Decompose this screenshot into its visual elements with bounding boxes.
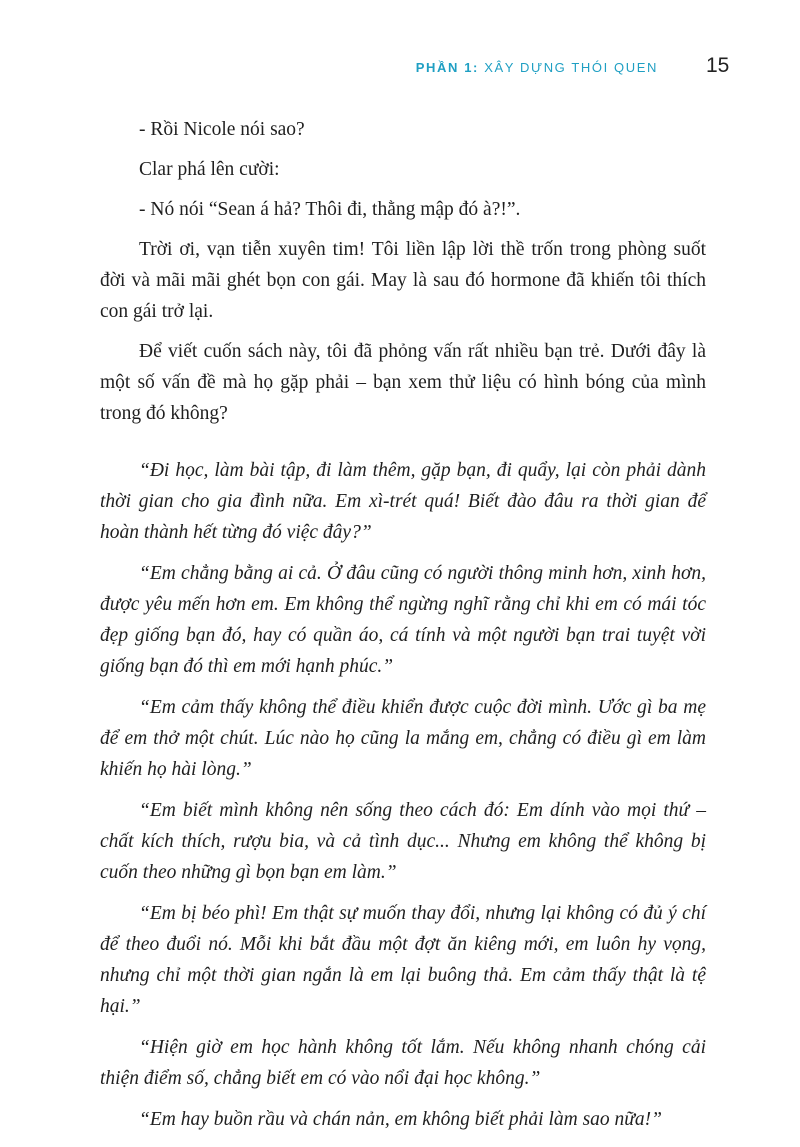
part-label: PHẦN 1:	[415, 60, 479, 75]
quote-paragraph: “Em hay buồn rầu và chán nản, em không biết phải làm sao nữa!”	[139, 1109, 663, 1130]
chapter-heading	[416, 60, 658, 75]
quote-paragraph: “Em chẳng bằng ai cả. Ở đâu cũng có người thông minh hơn, xinh hơn, được yêu mến hơn em. Em không thể ngừng nghĩ rằng chỉ khi em có mái tóc đẹp giống bạn đó, hay có quần áo, cá tính và một người bạn trai tuyệt vời giống bạn đó thì em mới hạnh phúc.”	[100, 563, 706, 677]
section-spacer	[100, 429, 706, 455]
dialogue-line: - Rồi Nicole nói sao?	[139, 119, 305, 140]
quote-paragraph: “Đi học, làm bài tập, đi làm thêm, gặp bạn, đi quẩy, lại còn phải dành thời gian cho gia đình nữa. Em xì-trét quá! Biết đào đâu ra thời gian để hoàn thành hết từng đó việc đây?”	[100, 460, 706, 543]
quote-paragraph: “Em bị béo phì! Em thật sự muốn thay đổi, nhưng lại không có đủ ý chí để theo đuổi nó. Mỗi khi bắt đầu một đợt ăn kiêng mới, em luôn hy vọng, nhưng chỉ một thời gian ngắn là em lại buông thả. Em cảm thấy thật là tệ hại.”	[100, 903, 706, 1017]
quote-paragraph: “Em cảm thấy không thể điều khiển được cuộc đời mình. Ước gì ba mẹ để em thở một chút. Lúc nào họ cũng la mắng em, chẳng có điều gì em làm khiến họ hài lòng.”	[100, 697, 706, 780]
quote-paragraph: “Hiện giờ em học hành không tốt lắm. Nếu không nhanh chóng cải thiện điểm số, chẳng biết em có vào nổi đại học không.”	[100, 1037, 706, 1089]
body-paragraph: Để viết cuốn sách này, tôi đã phỏng vấn rất nhiều bạn trẻ. Dưới đây là một số vấn đề mà họ gặp phải – bạn xem thử liệu có hình bóng của mình trong đó không?	[100, 341, 706, 424]
running-header	[0, 54, 800, 84]
dialogue-line: - Nó nói “Sean á hả? Thôi đi, thằng mập đó à?!”.	[139, 199, 521, 220]
section-title: XÂY DỰNG THÓI QUEN	[484, 60, 658, 75]
page-number: 15	[706, 54, 730, 77]
narration-line: Clar phá lên cười:	[139, 159, 280, 180]
body-paragraph: Trời ơi, vạn tiễn xuyên tim! Tôi liền lập lời thề trốn trong phòng suốt đời và mãi mãi ghét bọn con gái. May là sau đó hormone đã khiến tôi thích con gái trở lại.	[100, 239, 706, 322]
quote-paragraph: “Em biết mình không nên sống theo cách đó: Em dính vào mọi thứ – chất kích thích, rượu bia, và cả tình dục... Nhưng em không thể không bị cuốn theo những gì bọn bạn em làm.”	[100, 800, 706, 883]
page-body	[100, 114, 706, 1135]
